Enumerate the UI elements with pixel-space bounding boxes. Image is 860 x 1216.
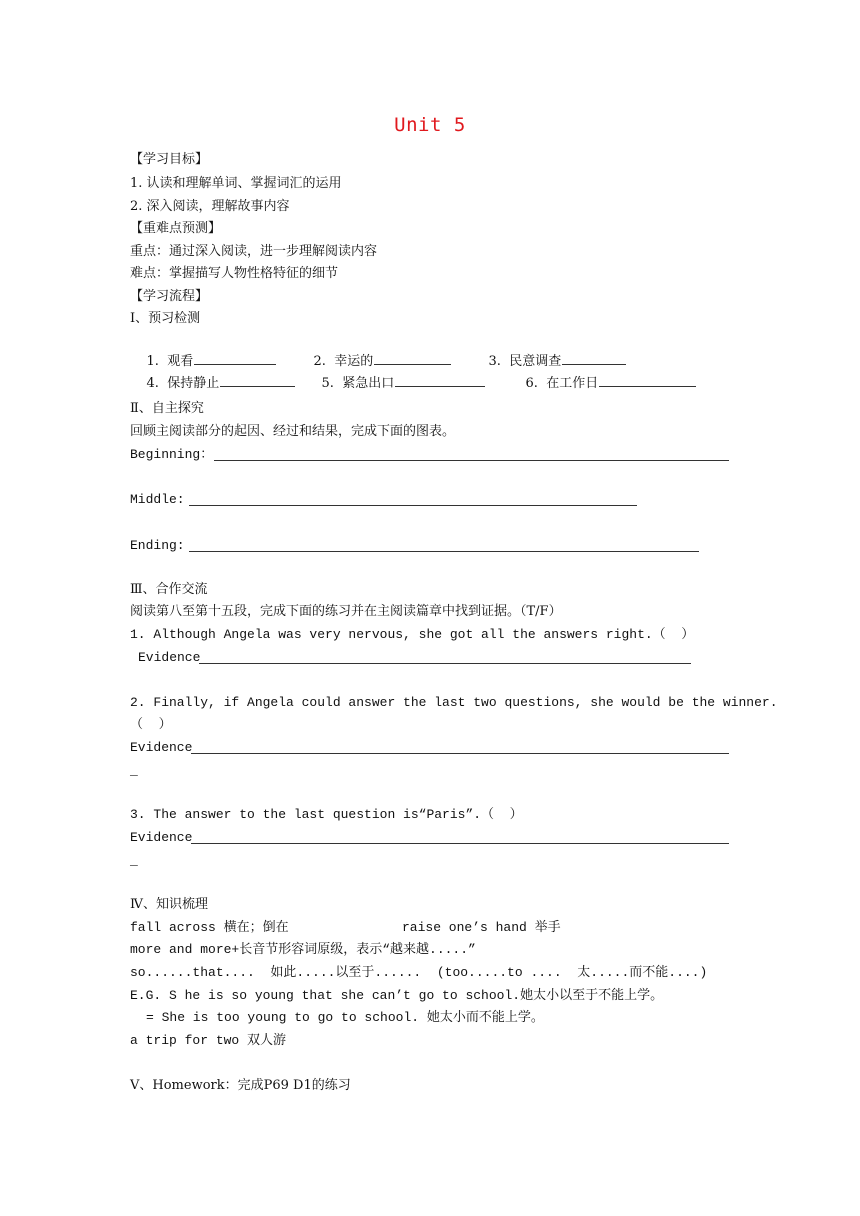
middle-label: Middle: xyxy=(130,492,193,507)
ending-label: Ending: xyxy=(130,538,193,553)
section4-heading: Ⅳ、知识梳理 xyxy=(130,897,208,912)
phrase-fall-across: fall across 横在；倒在 xyxy=(130,920,289,935)
evidence-line-continuation: _ xyxy=(130,853,138,868)
section2-heading: Ⅱ、自主探究 xyxy=(130,401,204,416)
question-2: 2. Finally, if Angela could answer the last two questions, she would be the winner. xyxy=(130,695,778,710)
evidence-label: Evidence xyxy=(138,650,201,665)
evidence-answer-line[interactable] xyxy=(191,843,729,844)
preview-item-label: 4. 保持静止 xyxy=(146,376,220,391)
beginning-label: Beginning： xyxy=(130,447,214,462)
evidence-label: Evidence xyxy=(130,830,193,845)
phrase-more-and-more: more and more+长音节形容词原级，表示“越来越.....” xyxy=(130,942,476,957)
preview-item xyxy=(305,355,485,411)
answer-blank[interactable] xyxy=(395,373,485,387)
phrase-trip-for-two: a trip for two 双人游 xyxy=(130,1033,287,1048)
objective-item: 1. 认读和理解单词、掌握词汇的运用 xyxy=(130,176,342,191)
preview-item-label: 5. 紧急出口 xyxy=(321,376,395,391)
section3-heading: Ⅲ、合作交流 xyxy=(130,582,208,597)
middle-answer-line[interactable] xyxy=(189,505,637,506)
evidence-answer-line[interactable] xyxy=(191,753,729,754)
preview-item-label: 1. 观看 xyxy=(146,354,194,369)
answer-blank[interactable] xyxy=(220,373,295,387)
answer-blank[interactable] xyxy=(599,373,696,387)
question-3: 3. The answer to the last question is“Paris”.（ ） xyxy=(130,807,523,822)
difficult-point: 难点：掌握描写人物性格特征的细节 xyxy=(130,266,339,281)
phrase-so-that: so......that.... 如此.....以至于...... (too.....to .... 太.....而不能....) xyxy=(130,965,708,980)
preview-item-label: 6. 在工作日 xyxy=(525,376,599,391)
preview-item-label: 2. 幸运的 xyxy=(313,354,374,369)
process-heading: 【学习流程】 xyxy=(130,289,209,304)
key-point: 重点：通过深入阅读，进一步理解阅读内容 xyxy=(130,244,378,259)
objectives-heading: 【学习目标】 xyxy=(130,152,209,167)
example-sentence: E.G. S he is so young that she can’t go to school.她太小以至于不能上学。 xyxy=(130,988,664,1003)
phrase-raise-hand: raise one’s hand 举手 xyxy=(402,920,561,935)
preview-item xyxy=(509,355,696,411)
evidence-label: Evidence xyxy=(130,740,193,755)
evidence-line-continuation: _ xyxy=(130,763,138,778)
evidence-answer-line[interactable] xyxy=(199,663,691,664)
key-points-heading: 【重难点预测】 xyxy=(130,221,222,236)
section3-instruction: 阅读第八至第十五段，完成下面的练习并在主阅读篇章中找到证据。（T/F） xyxy=(130,604,562,619)
section2-instruction: 回顾主阅读部分的起因、经过和结果，完成下面的图表。 xyxy=(130,424,456,439)
page-title: Unit 5 xyxy=(394,114,466,136)
section1-heading: Ⅰ、预习检测 xyxy=(130,311,201,326)
preview-item-label: 3. 民意调查 xyxy=(488,354,562,369)
question-1: 1. Although Angela was very nervous, she got all the answers right.（ ） xyxy=(130,627,695,642)
section5-homework: Ⅴ、Homework：完成P69 D1的练习 xyxy=(130,1078,351,1093)
objective-item: 2. 深入阅读，理解故事内容 xyxy=(130,199,290,214)
question-2-bracket: （ ） xyxy=(130,717,172,732)
example-sentence-alt: = She is too young to go to school. 她太小而不能上学。 xyxy=(146,1010,544,1025)
ending-answer-line[interactable] xyxy=(189,551,699,552)
beginning-answer-line[interactable] xyxy=(214,460,729,461)
